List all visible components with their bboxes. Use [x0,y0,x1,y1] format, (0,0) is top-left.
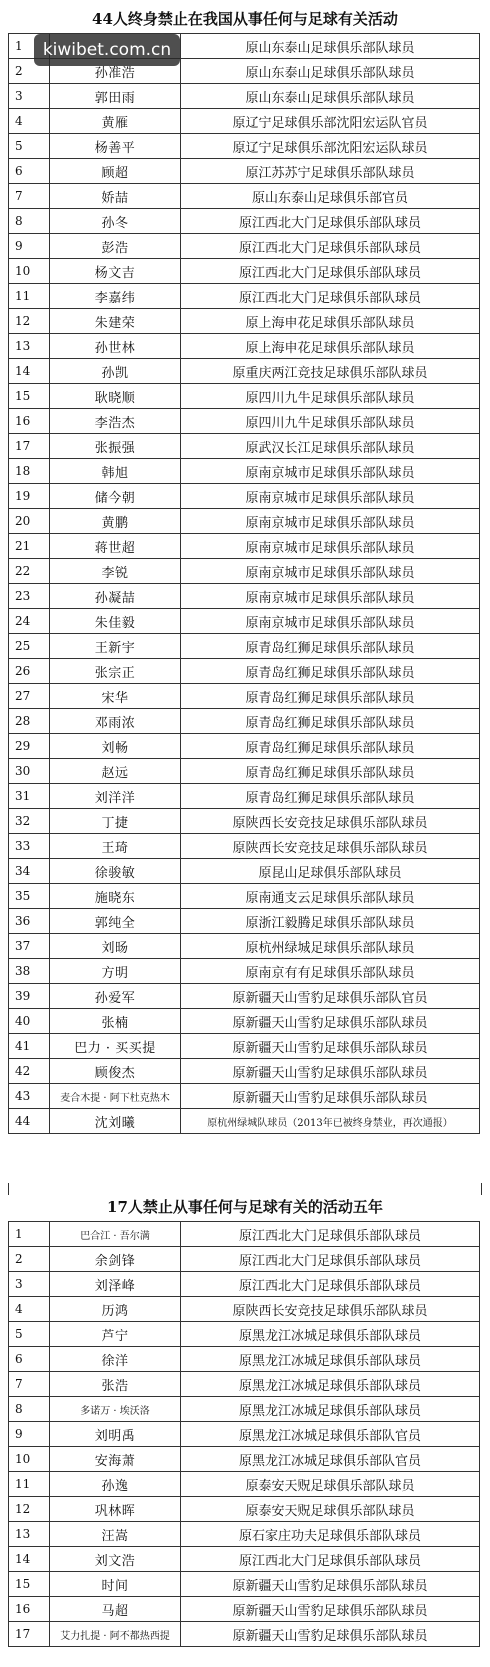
row-number: 16 [9,409,50,434]
watermark-logo: kiwibet.com.cn [34,34,180,66]
club-role: 原南京城市足球俱乐部队球员 [181,509,480,534]
row-number: 28 [9,709,50,734]
club-role: 原四川九牛足球俱乐部队球员 [181,384,480,409]
table-row [9,1222,480,1247]
person-name: 刘畅 [50,734,181,759]
row-number: 14 [9,1547,50,1572]
table-row [9,1397,480,1422]
row-number: 16 [9,1597,50,1622]
table-row [9,459,480,484]
table-row [9,434,480,459]
person-name: 彭浩 [50,234,181,259]
person-name: 张宗正 [50,659,181,684]
table-row [9,1084,480,1109]
table-row [9,1622,480,1647]
row-number: 15 [9,1572,50,1597]
table-row [9,1034,480,1059]
row-number: 19 [9,484,50,509]
person-name: 刘明禹 [50,1422,181,1447]
person-name: 黄雁 [50,109,181,134]
person-name: 李嘉纬 [50,284,181,309]
table-row [9,1322,480,1347]
person-name: 顾超 [50,159,181,184]
table-row [9,659,480,684]
table-row [9,759,480,784]
table-row [9,184,480,209]
row-number: 37 [9,934,50,959]
club-role: 原青岛红狮足球俱乐部队球员 [181,734,480,759]
table-row [9,1347,480,1372]
club-role: 原黑龙江冰城足球俱乐部队官员 [181,1447,480,1472]
table-row [9,1447,480,1472]
table-row [9,634,480,659]
club-role: 原南京城市足球俱乐部队球员 [181,609,480,634]
table-row [9,709,480,734]
row-number: 2 [9,59,50,84]
person-name: 孙凝喆 [50,584,181,609]
person-name: 张振强 [50,434,181,459]
person-name: 邓雨浓 [50,709,181,734]
person-name: 巴力 · 买买提 [50,1034,181,1059]
table-row [9,259,480,284]
row-number: 9 [9,1422,50,1447]
club-role: 原江西北大门足球俱乐部队球员 [181,1272,480,1297]
table-row [9,909,480,934]
club-role: 原泰安天贶足球俱乐部队球员 [181,1472,480,1497]
row-number: 25 [9,634,50,659]
table-row [9,584,480,609]
row-number: 11 [9,1472,50,1497]
person-name: 李锐 [50,559,181,584]
person-name: 杨善平 [50,134,181,159]
person-name: 安海萧 [50,1447,181,1472]
table-row [9,1497,480,1522]
table-row [9,1272,480,1297]
table-row [9,934,480,959]
club-role: 原青岛红狮足球俱乐部队球员 [181,659,480,684]
ban-list-table-five-years [8,1221,480,1647]
row-number: 1 [9,1222,50,1247]
row-number: 3 [9,84,50,109]
row-number: 36 [9,909,50,934]
row-number: 17 [9,434,50,459]
club-role: 原黑龙江冰城足球俱乐部队球员 [181,1347,480,1372]
row-number: 11 [9,284,50,309]
club-role: 原泰安天贶足球俱乐部队球员 [181,1497,480,1522]
person-name: 孙准浩 [50,59,181,84]
table-row [9,859,480,884]
table-row [9,209,480,234]
table-row [9,834,480,859]
club-role: 原南京城市足球俱乐部队球员 [181,484,480,509]
row-number: 4 [9,1297,50,1322]
row-number: 10 [9,259,50,284]
person-name: 刘旸 [50,934,181,959]
person-name: 朱佳毅 [50,609,181,634]
row-number: 41 [9,1034,50,1059]
ban-list-table-lifetime [8,33,480,1134]
row-number: 6 [9,159,50,184]
person-name: 施晓东 [50,884,181,909]
table-row [9,84,480,109]
club-role: 原南京城市足球俱乐部队球员 [181,459,480,484]
person-name: 刘文浩 [50,1547,181,1572]
club-role: 原四川九牛足球俱乐部队球员 [181,409,480,434]
person-name: 黄鹏 [50,509,181,534]
table-row [9,1009,480,1034]
row-number: 13 [9,1522,50,1547]
club-role: 原南京城市足球俱乐部队球员 [181,559,480,584]
person-name: 孙逸 [50,1472,181,1497]
person-name: 多诺万 · 埃沃洛 [50,1397,181,1422]
row-number: 2 [9,1247,50,1272]
section-gap [8,1183,482,1195]
person-name: 孙冬 [50,209,181,234]
table-row [9,984,480,1009]
row-number: 30 [9,759,50,784]
person-name: 王琦 [50,834,181,859]
person-name: 杨文吉 [50,259,181,284]
person-name: 张浩 [50,1372,181,1397]
row-number: 18 [9,459,50,484]
table-row [9,609,480,634]
row-number: 5 [9,1322,50,1347]
club-role: 原青岛红狮足球俱乐部队球员 [181,709,480,734]
row-number: 6 [9,1347,50,1372]
person-name: 沈刘曦 [50,1109,181,1134]
person-name: 刘泽峰 [50,1272,181,1297]
club-role: 原石家庄功夫足球俱乐部队球员 [181,1522,480,1547]
table-row [9,1547,480,1572]
row-number: 27 [9,684,50,709]
club-role: 原山东泰山足球俱乐部队球员 [181,59,480,84]
table-row [9,309,480,334]
club-role: 原黑龙江冰城足球俱乐部队球员 [181,1322,480,1347]
club-role: 原杭州绿城队球员（2013年已被终身禁业，再次通报） [181,1109,480,1134]
table-row [9,334,480,359]
club-role: 原黑龙江冰城足球俱乐部队球员 [181,1372,480,1397]
row-number: 34 [9,859,50,884]
person-name: 芦宁 [50,1322,181,1347]
section2-title: 17人禁止从事任何与足球有关的活动五年 [107,1198,383,1216]
table-row [9,359,480,384]
table-row [9,1422,480,1447]
table-row [9,409,480,434]
table-row [9,134,480,159]
club-role: 原辽宁足球俱乐部沈阳宏运队球员 [181,134,480,159]
club-role: 原武汉长江足球俱乐部队球员 [181,434,480,459]
row-number: 7 [9,1372,50,1397]
table-row [9,1109,480,1134]
table-row [9,234,480,259]
club-role: 原新疆天山雪豹足球俱乐部队球员 [181,1597,480,1622]
person-name: 麦合木提 · 阿下杜克热木 [50,1084,181,1109]
club-role: 原上海申花足球俱乐部队球员 [181,309,480,334]
table-row [9,109,480,134]
club-role: 原江西北大门足球俱乐部队球员 [181,209,480,234]
person-name: 余剑锋 [50,1247,181,1272]
table-row [9,1247,480,1272]
row-number: 22 [9,559,50,584]
club-role: 原昆山足球俱乐部队球员 [181,859,480,884]
row-number: 17 [9,1622,50,1647]
club-role: 原江苏苏宁足球俱乐部队球员 [181,159,480,184]
club-role: 原江西北大门足球俱乐部队球员 [181,1547,480,1572]
person-name: 徐洋 [50,1347,181,1372]
club-role: 原新疆天山雪豹足球俱乐部队球员 [181,1034,480,1059]
row-number: 9 [9,234,50,259]
table-row [9,1597,480,1622]
club-role: 原青岛红狮足球俱乐部队球员 [181,759,480,784]
table-row [9,509,480,534]
club-role: 原黑龙江冰城足球俱乐部队球员 [181,1397,480,1422]
row-number: 12 [9,1497,50,1522]
club-role: 原南京有有足球俱乐部队球员 [181,959,480,984]
table-row [9,534,480,559]
row-number: 35 [9,884,50,909]
row-number: 3 [9,1272,50,1297]
club-role: 原新疆天山雪豹足球俱乐部队球员 [181,1084,480,1109]
person-name: 巴合江 · 吾尔满 [50,1222,181,1247]
person-name: 娇喆 [50,184,181,209]
person-name: 顾俊杰 [50,1059,181,1084]
club-role: 原新疆天山雪豹足球俱乐部队球员 [181,1059,480,1084]
row-number: 29 [9,734,50,759]
person-name: 蒋世超 [50,534,181,559]
row-number: 14 [9,359,50,384]
club-role: 原江西北大门足球俱乐部队球员 [181,259,480,284]
person-name: 赵远 [50,759,181,784]
table-row [9,1297,480,1322]
club-role: 原青岛红狮足球俱乐部队球员 [181,634,480,659]
club-role: 原上海申花足球俱乐部队球员 [181,334,480,359]
row-number: 32 [9,809,50,834]
section1-title: 44人终身禁止在我国从事任何与足球有关活动 [92,10,398,28]
table-row [9,734,480,759]
row-number: 43 [9,1084,50,1109]
table-row [9,784,480,809]
person-name: 王新宇 [50,634,181,659]
person-name: 徐骏敏 [50,859,181,884]
row-number: 26 [9,659,50,684]
person-name: 丁捷 [50,809,181,834]
club-role: 原陕西长安竞技足球俱乐部队球员 [181,1297,480,1322]
club-role: 原江西北大门足球俱乐部队球员 [181,234,480,259]
row-number: 15 [9,384,50,409]
club-role: 原山东泰山足球俱乐部官员 [181,184,480,209]
row-number: 23 [9,584,50,609]
club-role: 原山东泰山足球俱乐部队球员 [181,84,480,109]
club-role: 原南通支云足球俱乐部队球员 [181,884,480,909]
row-number: 33 [9,834,50,859]
person-name: 储今朝 [50,484,181,509]
row-number: 38 [9,959,50,984]
club-role: 原江西北大门足球俱乐部队球员 [181,284,480,309]
table-row [9,1372,480,1397]
table-row [9,809,480,834]
person-name: 时间 [50,1572,181,1597]
row-number: 10 [9,1447,50,1472]
person-name: 宋华 [50,684,181,709]
table-row [9,959,480,984]
club-role: 原江西北大门足球俱乐部队球员 [181,1247,480,1272]
person-name: 朱建荣 [50,309,181,334]
table-row [9,1472,480,1497]
row-number: 31 [9,784,50,809]
table-row [9,384,480,409]
person-name: 耿晓顺 [50,384,181,409]
table-row [9,1572,480,1597]
club-role: 原青岛红狮足球俱乐部队球员 [181,684,480,709]
person-name: 艾力扎提 · 阿不都热西提 [50,1622,181,1647]
row-number: 13 [9,334,50,359]
row-number: 40 [9,1009,50,1034]
club-role: 原陕西长安竞技足球俱乐部队球员 [181,834,480,859]
club-role: 原江西北大门足球俱乐部队球员 [181,1222,480,1247]
person-name: 方明 [50,959,181,984]
club-role: 原辽宁足球俱乐部沈阳宏运队官员 [181,109,480,134]
club-role: 原黑龙江冰城足球俱乐部队官员 [181,1422,480,1447]
row-number: 7 [9,184,50,209]
row-number: 8 [9,209,50,234]
table-row [9,559,480,584]
table-row [9,484,480,509]
person-name: 刘洋洋 [50,784,181,809]
person-name: 马超 [50,1597,181,1622]
club-role: 原南京城市足球俱乐部队球员 [181,584,480,609]
table-row [9,159,480,184]
person-name: 郭纯全 [50,909,181,934]
person-name: 李浩杰 [50,409,181,434]
row-number: 1 [9,34,50,59]
row-number: 42 [9,1059,50,1084]
club-role: 原青岛红狮足球俱乐部队球员 [181,784,480,809]
table-row [9,884,480,909]
person-name: 孙爱军 [50,984,181,1009]
club-role: 原浙江毅腾足球俱乐部队球员 [181,909,480,934]
row-number: 39 [9,984,50,1009]
club-role: 原新疆天山雪豹足球俱乐部队球员 [181,1622,480,1647]
table-row [9,1522,480,1547]
club-role: 原新疆天山雪豹足球俱乐部队官员 [181,984,480,1009]
club-role: 原杭州绿城足球俱乐部队球员 [181,934,480,959]
row-number: 24 [9,609,50,634]
club-role: 原新疆天山雪豹足球俱乐部队球员 [181,1572,480,1597]
row-number: 8 [9,1397,50,1422]
person-name: 历鸿 [50,1297,181,1322]
club-role: 原山东泰山足球俱乐部队球员 [181,34,480,59]
row-number: 20 [9,509,50,534]
row-number: 4 [9,109,50,134]
person-name: 郭田雨 [50,84,181,109]
person-name: 汪嵩 [50,1522,181,1547]
row-number: 44 [9,1109,50,1134]
table-row [9,284,480,309]
person-name: 孙世林 [50,334,181,359]
club-role: 原新疆天山雪豹足球俱乐部队球员 [181,1009,480,1034]
person-name: 孙凯 [50,359,181,384]
row-number: 5 [9,134,50,159]
table-row [9,684,480,709]
club-role: 原重庆两江竞技足球俱乐部队球员 [181,359,480,384]
table-row [9,1059,480,1084]
person-name: 张楠 [50,1009,181,1034]
person-name: 巩林晖 [50,1497,181,1522]
club-role: 原陕西长安竞技足球俱乐部队球员 [181,809,480,834]
person-name: 韩旭 [50,459,181,484]
row-number: 21 [9,534,50,559]
row-number: 12 [9,309,50,334]
club-role: 原南京城市足球俱乐部队球员 [181,534,480,559]
